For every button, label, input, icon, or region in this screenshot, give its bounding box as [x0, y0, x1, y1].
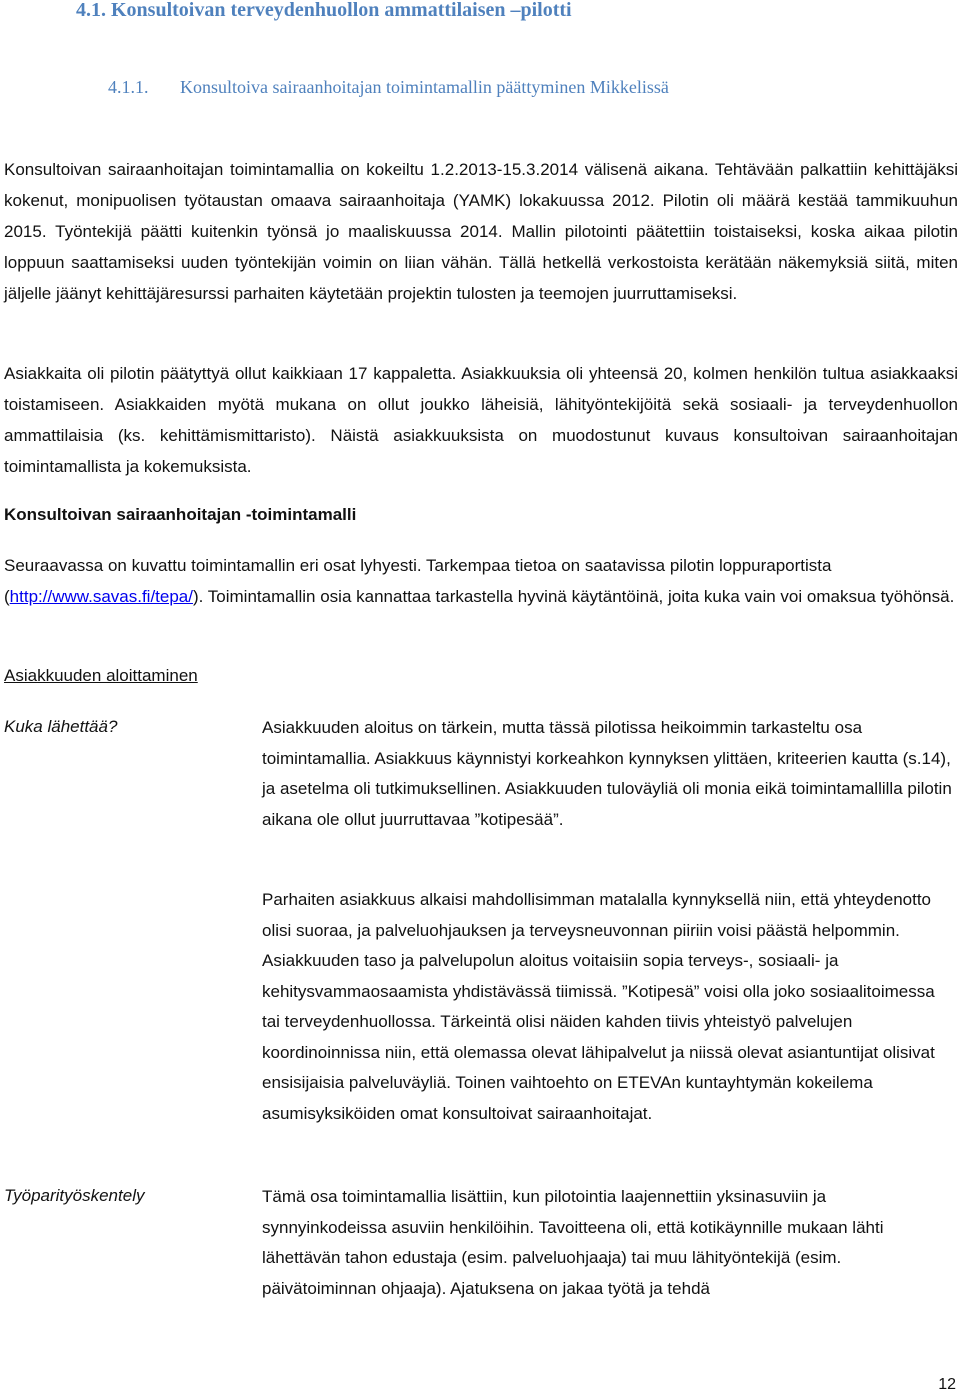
column-who-refers-p2: Parhaiten asiakkuus alkaisi mahdollisimman matalalla kynnyksellä niin, että yhteydenotto olisi suoraa, ja palveluohjauksen ja terveysneuvonnan piiriin voisi päästä helpommin. Asiakkuuden taso ja palvelupolun aloitus voitaisiin sopia terveys-, sosiaali- ja kehitysvammaosaamista yhdistävässä tiimissä. ”Kotipesä” voisi olla joko sosiaalitoimessa tai terveydenhuollossa. Tärkeintä olisi näiden kahden tiivis yhteistyö palvelujen koordinoinnissa niin, että olemassa olevat lähipalvelut ja niissä olevat asiantuntijat olisivat ensisijaisia palveluväyliä. Toinen vaihtoehto on ETEVAn kuntayhtymän kokeilema asumisyksiköiden omat konsultoivat sairaanhoitajat. [262, 890, 935, 1123]
label-pair-work: Työparityöskentely [4, 1186, 145, 1205]
heading-4-1: 4.1. Konsultoivan terveydenhuollon ammattilaisen –pilotti [76, 0, 572, 21]
heading-number: 4.1.1. [108, 77, 149, 97]
page-number: 12 [938, 1376, 956, 1393]
subheading-start: Asiakkuuden aloittaminen [4, 666, 198, 685]
section-heading: Konsultoivan sairaanhoitajan -toimintamalli [4, 505, 357, 524]
heading-text: Konsultoiva sairaanhoitajan toimintamallin päättyminen Mikkelissä [180, 77, 669, 97]
column-pair-work-p1: Tämä osa toimintamallia lisättiin, kun pilotointia laajennettiin yksinasuviin ja synnyinkodeissa asuviin henkilöihin. Tavoitteena oli, että kotikäynnille mukaan lähti lähettävän tahon edustaja (esim. palveluohjaaja) tai muu lähityöntekijä (esim. päivätoiminnan ohjaaja). Ajatuksena on jakaa työtä ja tehdä [262, 1187, 884, 1298]
overview-text-after: ). Toimintamallin osia kannattaa tarkastella hyvinä käytäntöinä, joita kuka vain voi omaksua työhönsä. [192, 587, 955, 606]
report-link[interactable]: http://www.savas.fi/tepa/ [9, 587, 193, 606]
paragraph-pilot-intro: Konsultoivan sairaanhoitajan toimintamallia on kokeiltu 1.2.2013-15.3.2014 välisenä aikana. Tehtävään palkattiin kehittäjäksi kokenut, monipuolisen työtaustan omaava sairaanhoitaja (YAMK) lokakuussa 2012. Pilotin oli määrä kestää tammikuuhun 2015. Työntekijä päätti kuitenkin työnsä jo maaliskuussa 2014. Mallin pilotointi päätettiin toistaiseksi, koska aikaa pilotin loppuun saattamiseksi uuden työntekijän voimin on liian vähän. Tällä hetkellä verkostoista kerätään näkemyksiä siitä, miten jäljelle jäänyt kehittäjäresurssi parhaiten käytetään projektin tulosten ja teemojen juurruttamiseksi. [4, 160, 958, 303]
paragraph-model-overview [4, 550, 958, 612]
paragraph-clients: Asiakkaita oli pilotin päätyttyä ollut kaikkiaan 17 kappaletta. Asiakkuuksia oli yhteensä 20, kolmen henkilön tultua asiakkaaksi toistamiseen. Asiakkaiden myötä mukana on ollut joukko läheisiä, lähityöntekijöitä sekä sosiaali- ja terveydenhuollon ammattilaisia (ks. kehittämismittaristo). Näistä asiakkuuksista on muodostunut kuvaus konsultoivan sairaanhoitajan toimintamallista ja kokemuksista. [4, 364, 958, 476]
column-who-refers-p1: Asiakkuuden aloitus on tärkein, mutta tässä pilotissa heikoimmin tarkasteltu osa toimintamallia. Asiakkuus käynnistyi korkeahkon kynnyksen ylittäen, kriteerien kautta (s.14), ja asetelma oli tutkimuksellinen. Asiakkuuden tuloväyliä oli monia eikä toimintamallilla pilotin aikana ole ollut juurruttavaa ”kotipesää”. [262, 718, 952, 829]
overview-text-before: Seuraavassa on kuvattu toimintamallin eri osat lyhyesti. Tarkempaa tietoa on saatavissa pilotin loppuraportista ( [4, 556, 832, 606]
label-who-refers: Kuka lähettää? [4, 717, 118, 736]
heading-4-1-1 [108, 77, 669, 98]
